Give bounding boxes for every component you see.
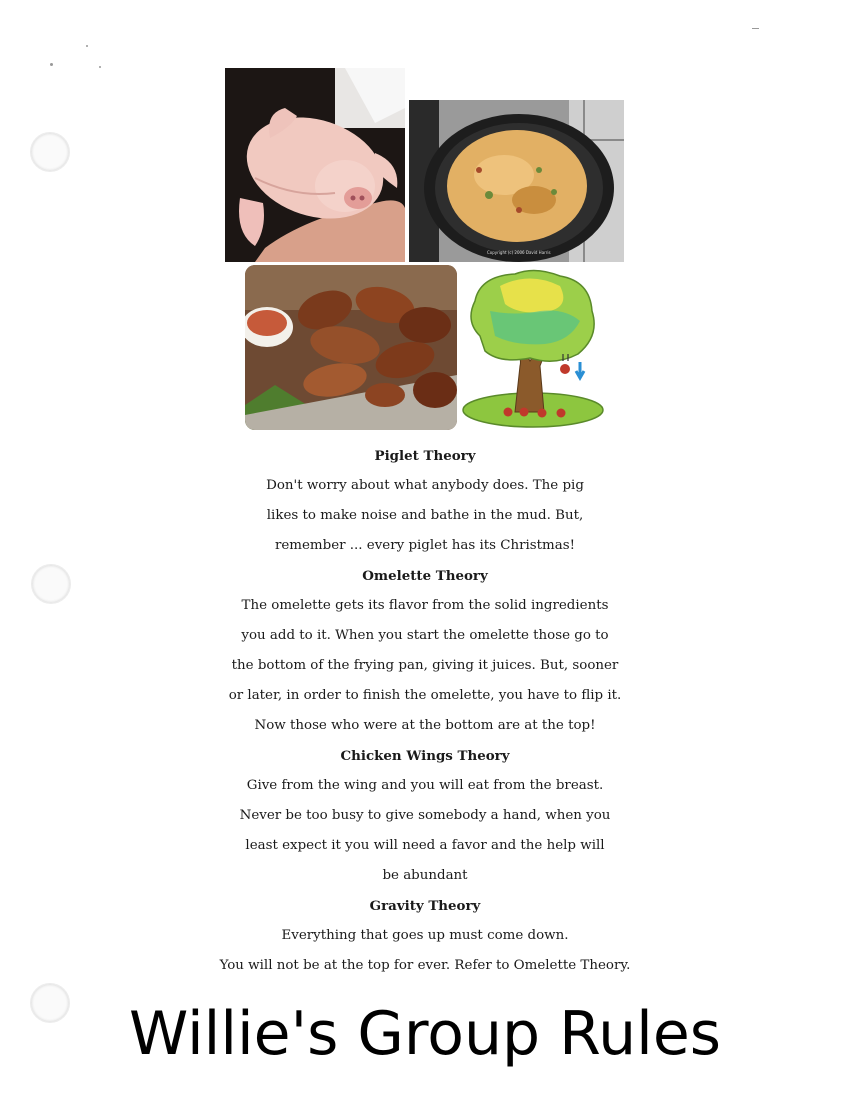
- punch-hole-top: [30, 132, 70, 172]
- section-line: likes to make noise and bathe in the mud. But,: [266, 508, 584, 523]
- punch-hole-middle: [31, 564, 71, 604]
- section-line: Never be too busy to give somebody a hand, when you: [239, 808, 611, 823]
- section-heading: Gravity Theory: [369, 898, 481, 914]
- footer-title: Willie's Group Rules: [128, 999, 722, 1069]
- section-line: you add to it. When you start the omelette those go to: [241, 628, 609, 643]
- section-line: be abundant: [382, 868, 468, 883]
- chicken-wings-photo: [245, 265, 457, 430]
- omelette-copyright-caption: Copyright (c) 2006 David Harris: [487, 250, 551, 255]
- scan-speck: [99, 66, 101, 68]
- section-heading: Omelette Theory: [362, 568, 488, 584]
- section-line: remember ... every piglet has its Christmas!: [274, 538, 575, 553]
- section-line: or later, in order to finish the omelette, you have to flip it.: [228, 688, 622, 703]
- omelette-photo: [409, 100, 624, 262]
- section-line: Everything that goes up must come down.: [281, 928, 569, 943]
- section-line: Give from the wing and you will eat from the breast.: [246, 778, 604, 793]
- theories-text: [160, 441, 690, 981]
- section-line: Don't worry about what anybody does. The pig: [266, 478, 584, 493]
- gravity-tree-illustration: [460, 266, 606, 432]
- section-line: least expect it you will need a favor and the help will: [245, 838, 605, 853]
- scan-speck: [86, 45, 88, 47]
- section-heading: Piglet Theory: [374, 448, 476, 464]
- section-line: You will not be at the top for ever. Refer to Omelette Theory.: [219, 958, 631, 973]
- section-line: The omelette gets its flavor from the solid ingredients: [241, 598, 609, 613]
- piglet-photo: [225, 68, 405, 262]
- section-line: Now those who were at the bottom are at the top!: [254, 718, 596, 733]
- section-heading: Chicken Wings Theory: [340, 748, 510, 764]
- scan-speck: [752, 28, 759, 29]
- scan-speck: [50, 63, 53, 66]
- section-line: the bottom of the frying pan, giving it juices. But, sooner: [231, 658, 619, 673]
